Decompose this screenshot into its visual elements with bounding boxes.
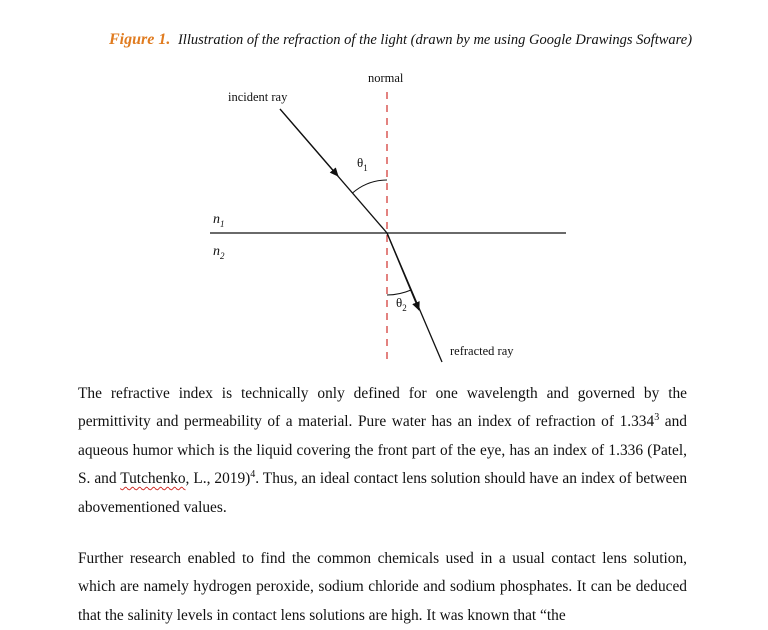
theta2-label: $\theta_2$	[396, 295, 407, 313]
figure-caption-text: Illustration of the refraction of the light (drawn by me using Google Drawings Software)	[177, 32, 693, 48]
n1-label: $n_1$	[213, 212, 225, 229]
paragraph1-part4: . Thus, an ideal contact lens solution should have an index of between abovementioned values.	[78, 470, 688, 516]
normal-label: normal	[368, 71, 404, 85]
citation-4: 4	[250, 469, 256, 481]
paragraph1-part1: The refractive index is technically only defined for one wavelength and governed by the permittivity and permeability of a material. Pure water has an index of refraction of 1.334	[78, 385, 687, 431]
paragraph1-part3: , L., 2019)	[185, 470, 251, 488]
citation-3: 3	[654, 412, 660, 424]
n2-label: $n_2$	[213, 244, 225, 261]
incident-ray-label: incident ray	[228, 90, 288, 104]
refracted-ray-label: refracted ray	[450, 344, 514, 358]
incident-arrow	[280, 109, 338, 176]
paragraph-refractive-index	[78, 380, 687, 522]
figure-label: Figure 1.	[109, 31, 171, 48]
paragraph1-part2: and aqueous humor which is the liquid covering the front part of the eye, has an index of 1.336 (Patel, S. and	[78, 413, 687, 488]
theta1-label: $\theta_1$	[357, 155, 368, 173]
theta1-arc	[353, 180, 388, 193]
refracted-arrow	[387, 233, 419, 310]
spellcheck-word[interactable]: Tutchenko	[120, 470, 186, 488]
paragraph-contact-lens-solution: Further research enabled to find the common chemicals used in a usual contact lens solution, which are namely hydrogen peroxide, sodium chloride and sodium phosphates. It can be deduced that the salinity levels in contact lens solutions are high. It was known that “the	[78, 550, 687, 624]
